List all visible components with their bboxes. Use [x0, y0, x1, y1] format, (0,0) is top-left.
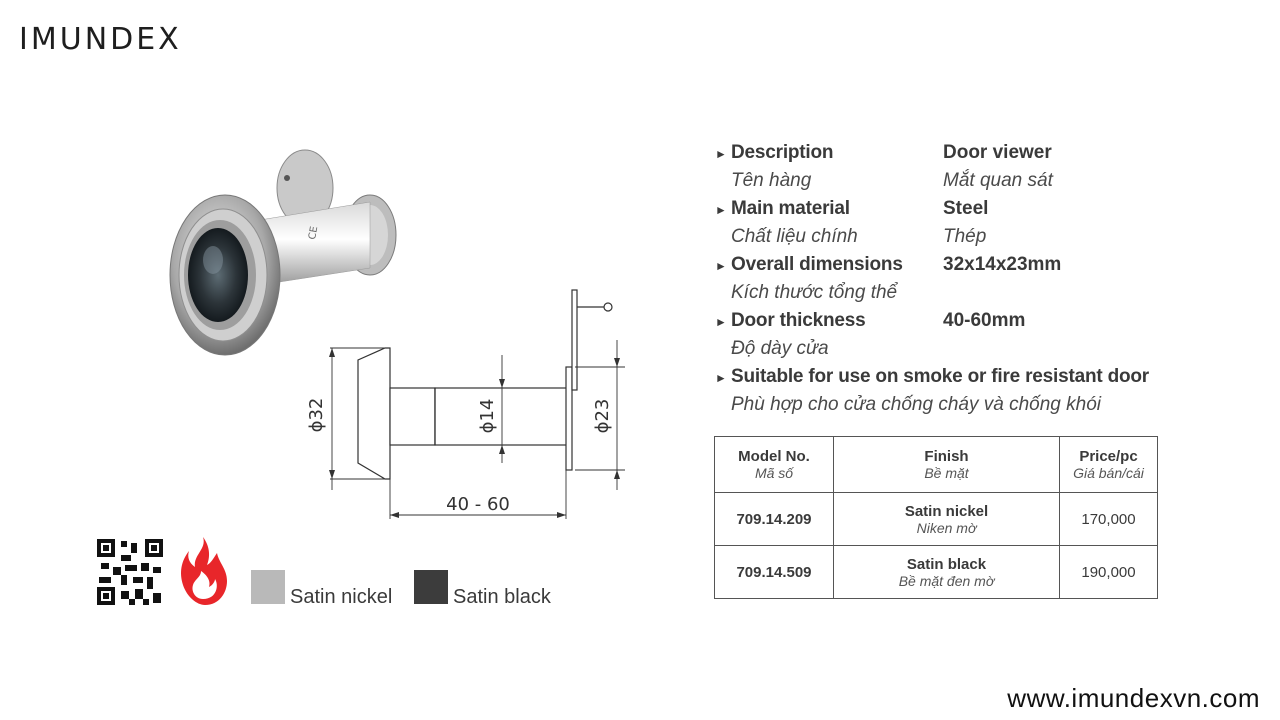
website-link[interactable]: www.imundexvn.com	[1007, 683, 1260, 713]
spec-label: Main material	[731, 198, 850, 219]
finish-label: Satin black	[906, 555, 987, 573]
cell-price: 190,000	[1060, 546, 1158, 599]
table-row	[715, 546, 1158, 599]
spec-row-vi	[715, 280, 1255, 308]
spec-value: Door viewer	[943, 142, 1052, 163]
spec-label-vi: Kích thước tổng thể	[731, 282, 898, 303]
header-label: Price/pc	[1079, 448, 1138, 465]
dim-flange-label: ϕ23	[592, 398, 613, 434]
spec-label-vi: Tên hàng	[731, 170, 812, 191]
header-label: Model No.	[738, 448, 810, 465]
spec-row-vi	[715, 168, 1255, 196]
spec-label-vi: Phù hợp cho cửa chống cháy và chống khói	[731, 394, 1101, 415]
cell-model: 709.14.509	[715, 546, 834, 599]
finish-label-vi: Niken mờ	[916, 519, 977, 536]
spec-value: Steel	[943, 198, 989, 219]
finish-label: Satin nickel	[904, 502, 989, 520]
qr-code-icon[interactable]	[97, 539, 163, 605]
dim-outer-label: ϕ32	[306, 397, 327, 433]
svg-text:CE: CE	[307, 225, 321, 241]
spec-label: Door thickness	[731, 310, 866, 331]
cell-finish	[834, 546, 1060, 599]
spec-label: Description	[731, 142, 834, 163]
spec-label: Suitable for use on smoke or fire resistant door	[731, 366, 1149, 387]
spec-row	[715, 252, 1255, 280]
cell-model: 709.14.209	[715, 493, 834, 546]
triangle-right-icon: ►	[715, 371, 727, 385]
swatch-label-satin-nickel: Satin nickel	[290, 586, 393, 608]
spec-row-vi	[715, 224, 1255, 252]
header-price	[1060, 437, 1158, 493]
spec-value: 32x14x23mm	[943, 254, 1062, 275]
spec-label-vi: Độ dày cửa	[731, 338, 829, 359]
table-row	[715, 493, 1158, 546]
spec-row-vi	[715, 336, 1255, 364]
brand-logo: IMUNDEX	[19, 22, 182, 57]
finish-legend	[97, 535, 567, 610]
swatch-satin-black	[414, 570, 448, 604]
swatch-satin-nickel	[251, 570, 285, 604]
header-finish	[834, 437, 1060, 493]
spec-list	[715, 140, 1255, 420]
header-label-vi: Giá bán/cái	[1073, 465, 1144, 481]
spec-label: Overall dimensions	[731, 254, 903, 275]
swatch-label-satin-black: Satin black	[453, 586, 551, 608]
spec-value-vi: Mắt quan sát	[943, 170, 1053, 191]
triangle-right-icon: ►	[715, 259, 727, 273]
header-label-vi: Bề mặt	[924, 465, 969, 481]
triangle-right-icon: ►	[715, 203, 727, 217]
technical-drawing	[290, 285, 630, 525]
spec-row-vi	[715, 392, 1255, 420]
finish-label-vi: Bề mặt đen mờ	[898, 572, 995, 589]
spec-label-vi: Chất liệu chính	[731, 226, 858, 247]
price-table	[714, 436, 1158, 599]
fire-icon	[177, 535, 229, 607]
spec-row	[715, 364, 1255, 392]
spec-value: 40-60mm	[943, 310, 1026, 331]
table-header-row	[715, 437, 1158, 493]
triangle-right-icon: ►	[715, 315, 727, 329]
triangle-right-icon: ►	[715, 147, 727, 161]
cell-price: 170,000	[1060, 493, 1158, 546]
cell-finish	[834, 493, 1060, 546]
spec-row	[715, 196, 1255, 224]
header-label: Finish	[924, 448, 969, 465]
spec-value-vi: Thép	[943, 226, 987, 247]
spec-row	[715, 140, 1255, 168]
dim-tube-label: ϕ14	[477, 398, 498, 434]
dim-thickness-label: 40 - 60	[446, 494, 510, 515]
header-model	[715, 437, 834, 493]
header-label-vi: Mã số	[754, 465, 794, 481]
spec-row	[715, 308, 1255, 336]
